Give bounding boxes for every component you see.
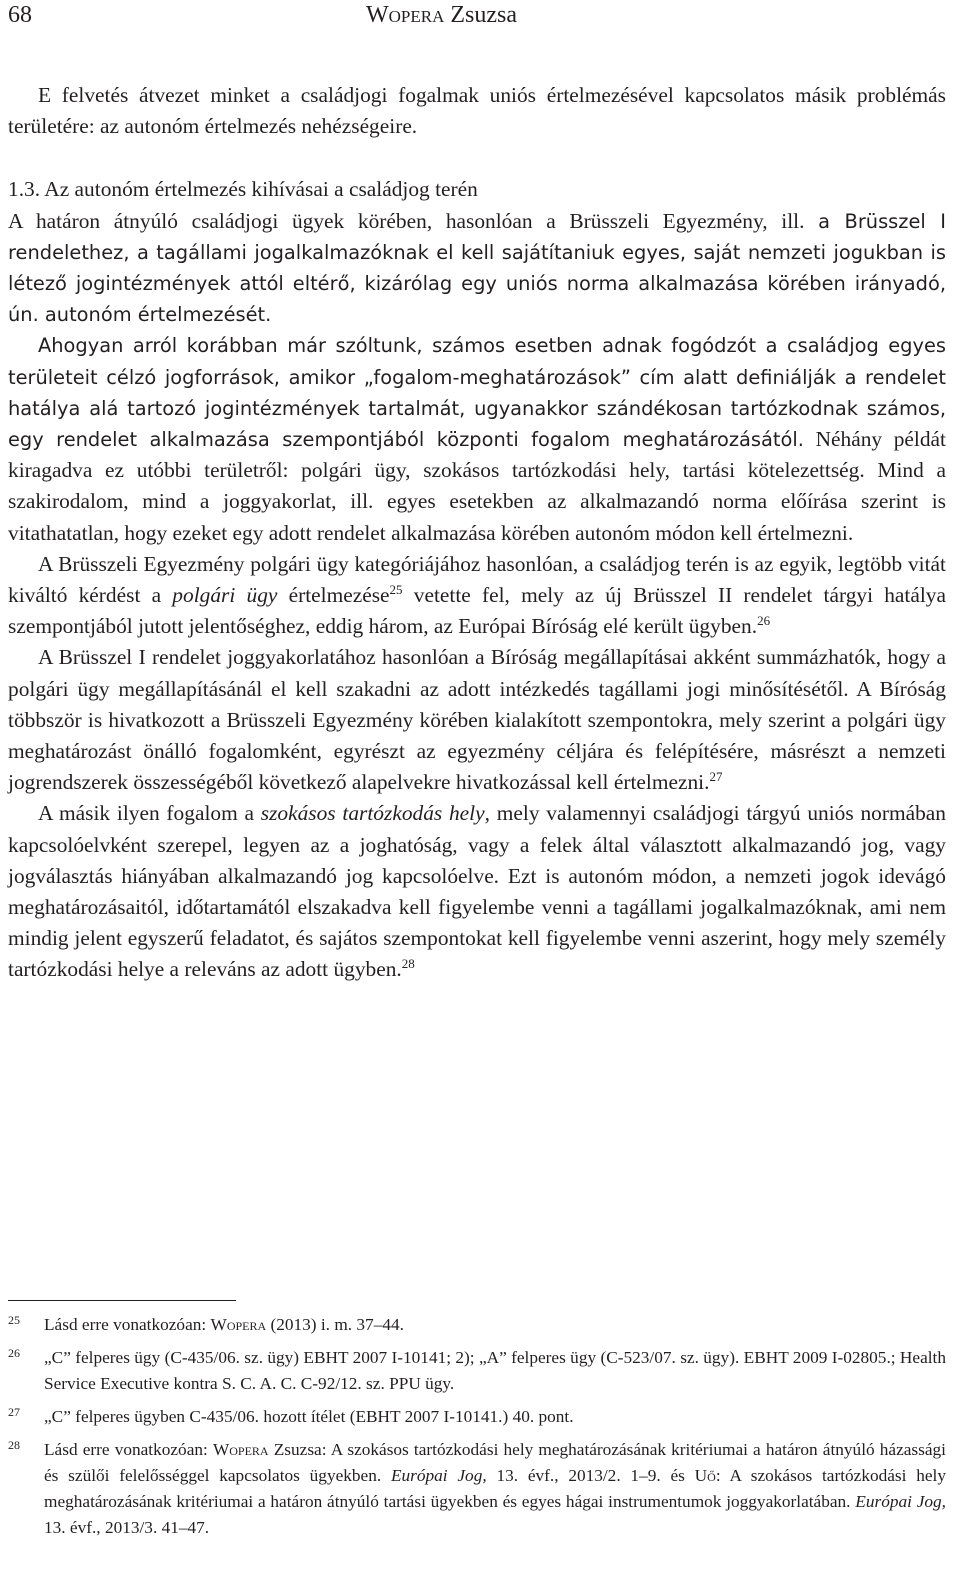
footnote-number: 27: [8, 1405, 20, 1419]
footnote-author: Wopera: [212, 1440, 269, 1459]
paragraph-4: [8, 642, 946, 798]
footnote-text: „C” felperes ügyben C-435/06. hozott ítélet (EBHT 2007 I-10141.) 40. pont.: [44, 1407, 574, 1426]
footnote-author: Wopera: [210, 1315, 267, 1334]
paragraph-1: [8, 206, 946, 331]
paragraph-5-part-a: A másik ilyen fogalom a: [38, 801, 261, 826]
page-number: 68: [8, 2, 32, 28]
section-title: Az autonóm értelmezés kihívásai a családjog terén: [44, 177, 478, 202]
running-header: [8, 0, 946, 34]
footnote-number: 25: [8, 1313, 20, 1327]
book-page: [8, 0, 946, 1587]
footnote-text: Lásd erre vonatkozóan:: [44, 1315, 211, 1334]
paragraph-1-serif: A határon átnyúló családjogi ügyek körében, hasonlóan a Brüsszeli Egyezmény, ill.: [8, 208, 805, 233]
footnote-text: Zsuzsa: A szokásos tartózkodási hely meghatározásának kritériumai a határon átnyúló házassági és szülői felelősséggel kapcsolatos ügyekben.: [44, 1440, 946, 1485]
journal-title: Európai Jog,: [855, 1492, 946, 1511]
footnote-number: 26: [8, 1346, 20, 1360]
paragraph-2-sans: Ahogyan arról korábban már szóltunk, számos esetben adnak fogódzót a családjog egyes területeit célzó jogforrások, amikor „fogalom-meghatározások” cím alatt definiálják a rendelet hatálya alá tartozó jogintézmények tartalmát, ugyanakkor szándékosan tartózkodnak számos, egy rendelet alkalmazása szempontjából központi fogalom meghatározásától.: [8, 334, 946, 452]
footnote-text: (2013) i. m. 37–44.: [266, 1315, 404, 1334]
paragraph-5-term: szokásos tartózkodás hely: [260, 801, 485, 826]
section-heading: [8, 174, 946, 205]
footnote-text: „C” felperes ügy (C-435/06. sz. ügy) EBHT 2007 I-10141; 2); „A” felperes ügy (C-523/07. sz. ügy). EBHT 2009 I-02805.; Health Service Executive kontra S. C. A. C. C-92/12. sz. PPU ügy.: [44, 1348, 946, 1393]
paragraph-5: [8, 798, 946, 985]
paragraph-5-part-b: , mely valamennyi családjogi tárgyú uniós normában kapcsolóelvként szerepel, legyen az a joghatóság, vagy a felek által választott alkalmazandó jog, vagy jogválasztás hiányában alkalmazandó jog kapcsolóelve. Ezt is autonóm módon, a nemzeti jogok idevágó meghatározásaitól, időtartamától elszakadva kell figyelembe venni a tagállami jogalkalmazóknak, ami nem mindig jelent egyszerű feladatot, és sajátos szempontokat kell figyelembe venni aszerint, hogy mely személy tartózkodási helye a releváns az adott ügyben.: [8, 801, 947, 982]
paragraph-2-serif: Néhány példát kiragadva ez utóbbi területről: polgári ügy, szokásos tartózkodási hely, tartási kötelezettség. Mind a szakirodalom, mind a joggyakorlat, ill. egyes esetekben az alkalmazandó norma előírása szerint is vitathatatlan, hogy ezeket egy adott rendelet alkalmazása körében autonóm módon kell értelmezni.: [8, 427, 946, 545]
footnote-text: Lásd erre vonatkozóan:: [44, 1440, 213, 1459]
paragraph-3-term: polgári ügy: [172, 583, 278, 608]
author-given-name: Zsuzsa: [450, 2, 518, 28]
journal-title: Európai Jog,: [390, 1466, 487, 1485]
paragraph-2: [8, 330, 946, 548]
footnote-author-abbrev: Uő: [694, 1466, 716, 1485]
footnote-text: : A szokásos tartózkodási hely meghatározásának kritériumai a határon átnyúló tartási ügyekben és egyes hágai instrumentumok joggyakorlatában.: [44, 1466, 946, 1511]
paragraph-3-part-c: vetette fel, mely az új Brüsszel II rendelet tárgyi hatálya szempontjából jutott jelentőséghez, eddig három, az Európai Bíróság elé került ügyben.: [8, 583, 946, 639]
body-text: [8, 80, 946, 986]
paragraph-3-part-b: értelmezése: [277, 583, 390, 608]
footnote-ref-28[interactable]: 28: [401, 956, 415, 972]
paragraph-3-part-a: A Brüsszeli Egyezmény polgári ügy kategóriájához hasonlóan, a családjog terén is az egyik, legtöbb vitát kiváltó kérdést a: [8, 551, 946, 608]
paragraph-3: [8, 549, 946, 643]
intro-paragraph: E felvetés átvezet minket a családjogi fogalmak uniós értelmezésével kapcsolatos másik problémás területére: az autonóm értelmezés nehézségeire.: [8, 83, 946, 139]
paragraph-4-text: A Brüsszel I rendelet joggyakorlatához hasonlóan a Bíróság megállapításai akként summázhatók, hogy a polgári ügy megállapításánál el kell szakadni az adott intézkedés tagállami jogi minősítésétől. A Bíróság többször is hivatkozott a Brüsszeli Egyezmény körében kialakított szempontokra, mely szerint a polgári ügy meghatározást önálló fogalomként, egyrészt az egyezmény céljára és felépítésére, másrészt a nemzeti jogrendszerek összességéből következő alapelvekre hivatkozással kell értelmezni.: [8, 645, 946, 795]
footnote-number: 28: [8, 1438, 20, 1452]
footnote-ref-25[interactable]: 25: [389, 581, 403, 597]
footnotes: [8, 1312, 946, 1541]
paragraph-1-sans: a Brüsszel I rendelethez, a tagállami jogalkalmazóknak el kell sajátítaniuk egyes, saját nemzeti jogukban is létező jogintézmények attól eltérő, kizárólag egy uniós norma alkalmazása körében irányadó, ún. autonóm értelmezését.: [8, 209, 946, 327]
footnote-26: [8, 1345, 946, 1397]
section-number: 1.3.: [8, 177, 41, 202]
footnote-ref-27[interactable]: 27: [709, 769, 723, 785]
footnote-28: [8, 1437, 946, 1541]
footnote-ref-26[interactable]: 26: [757, 613, 771, 629]
author-surname: Wopera: [366, 2, 445, 28]
footnote-text: 13. évf., 2013/3. 41–47.: [44, 1518, 210, 1537]
footnote-25: [8, 1312, 946, 1338]
running-head-author: [366, 0, 517, 30]
footnote-text: 13. évf., 2013/2. 1–9. és: [486, 1466, 695, 1485]
footnote-27: [8, 1404, 946, 1430]
footnote-divider: [8, 1300, 236, 1301]
